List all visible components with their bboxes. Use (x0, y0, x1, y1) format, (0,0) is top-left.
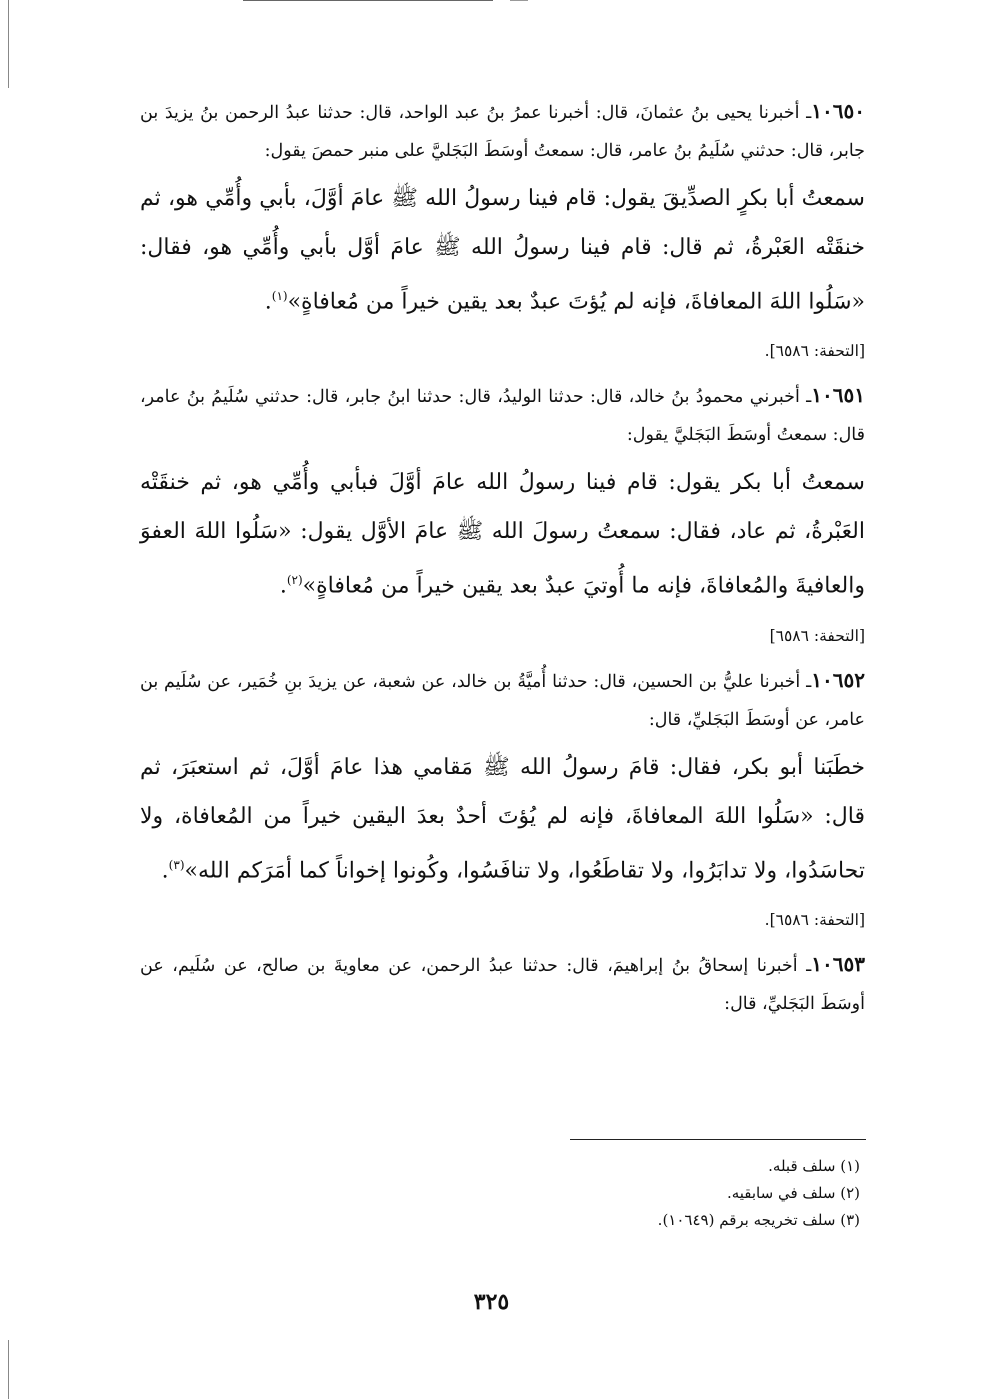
page-edge-line (8, 0, 9, 88)
hadith-block (140, 376, 865, 650)
hadith-number: ١٠٦٥٠ (811, 99, 865, 123)
footnote: (٢) سلف في سابقيه. (726, 1184, 860, 1202)
header-mark (510, 0, 528, 1)
matn-ending: . (279, 573, 287, 599)
page-number: ٣٢٥ (473, 1289, 510, 1315)
hadith-isnad (140, 945, 865, 1023)
hadith-block (140, 92, 865, 366)
hadith-matn (140, 743, 865, 895)
matn-text: خطَبَنا أبو بكر، فقال: قامَ رسولُ الله ﷺ مَقامي هذا عامَ أوَّلَ، ثم استعبَرَ، ثم قال: «سَلُوا اللهَ المعافاةَ، فإنه لم يُؤتَ أحدٌ بعدَ اليقين خيراً من المُعافاة، ولا تحاسَدُوا، ولا تدابَرُوا، ولا تقاطَعُوا، ولا تنافَسُوا، وكُونوا إخواناً كما أمَرَكم الله» (140, 754, 865, 883)
tuhfa-reference: [التحفة: ٦٥٨٦]. (764, 910, 865, 929)
hadith-matn (140, 174, 865, 326)
isnad-text: ـ أخبرنا يحيى بنُ عثمانَ، قال: أخبرنا عمرُ بنُ عبد الواحد، قال: حدثنا عبدُ الرحمن بنُ يزيدَ بن جابر، قال: حدثني سُلَيمُ بنُ عامر، قال: سمعتُ أوسَطَ البَجَليَّ على منبر حمصَ يقول: (140, 103, 865, 161)
footnotes (560, 1153, 860, 1234)
hadith-block (140, 945, 865, 1023)
hadith-number: ١٠٦٥٢ (811, 667, 865, 692)
hadith-number: ١٠٦٥١ (811, 383, 865, 408)
hadith-number: ١٠٦٥٣ (811, 951, 865, 976)
footnote-ref: (٢) (286, 573, 303, 588)
isnad-text: ـ أخبرني محمودُ بنُ خالد، قال: حدثنا الوليدُ، قال: حدثنا ابنُ جابر، قال: حدثني سُلَيمُ بنُ عامر، قال: سمعتُ أوسَطَ البَجَليَّ يقول: (140, 387, 865, 446)
isnad-text: ـ أخبرنا إسحاقُ بنُ إبراهيمَ، قال: حدثنا عبدُ الرحمن، عن معاويةَ بن صالح، عن سُلَيم، عن أوسَطَ البَجَليِّ، قال: (140, 955, 865, 1014)
matn-text: سمعتُ أبا بكرٍ الصدِّيقَ يقول: قام فينا رسولُ الله ﷺ عامَ أوَّلَ، بأبي وأُمِّي هو، ثم خنقَتْه العَبْرةُ، ثم قال: قام فينا رسولُ الله ﷺ عامَ أوَّل بأبي وأُمِّي هو، فقال: «سَلُوا اللهَ المعافاةَ، فإنه لم يُؤتَ عبدٌ بعد يقين خيراً من مُعافاةٍ» (140, 186, 865, 315)
header-rule (243, 0, 493, 1)
footnote: (١) سلف قبله. (768, 1157, 860, 1175)
footnote-ref: (١) (271, 289, 288, 303)
hadith-isnad (140, 661, 865, 739)
hadith-isnad (140, 92, 865, 170)
footnote: (٣) سلف تخريجه برقم (١٠٦٤٩). (657, 1211, 860, 1229)
tuhfa-reference: [التحفة: ٦٥٨٦] (769, 626, 865, 645)
matn-text: سمعتُ أبا بكر يقول: قام فينا رسولُ الله عامَ أوَّلَ فبأبي وأُمِّي هو، ثم خنقَتْه العَبْرةُ، ثم عاد، فقال: سمعتُ رسولَ الله ﷺ عامَ الأوَّل يقول: «سَلُوا اللهَ العفوَ والعافيةَ والمُعافاةَ، فإنه ما أُوتيَ عبدٌ بعد يقين خيراً من مُعافاةٍ» (140, 470, 865, 599)
hadith-isnad (140, 376, 865, 454)
hadith-block (140, 661, 865, 935)
tuhfa-reference: [التحفة: ٦٥٨٦]. (764, 342, 865, 361)
isnad-text: ـ أخبرنا عليُّ بن الحسين، قال: حدثنا أُميَّةُ بن خالد، عن شعبة، عن يزيدَ بنِ خُمَير، عن سُلَيم بن عامر، عن أوسَطَ البَجَليِّ، قال: (140, 671, 865, 730)
hadith-matn (140, 458, 865, 610)
page-edge-line (8, 1340, 9, 1399)
matn-ending: . (264, 289, 272, 315)
matn-ending: . (161, 857, 169, 883)
footnote-separator (570, 1139, 866, 1140)
footnote-ref: (٣) (168, 857, 185, 872)
page-body (140, 92, 865, 1023)
